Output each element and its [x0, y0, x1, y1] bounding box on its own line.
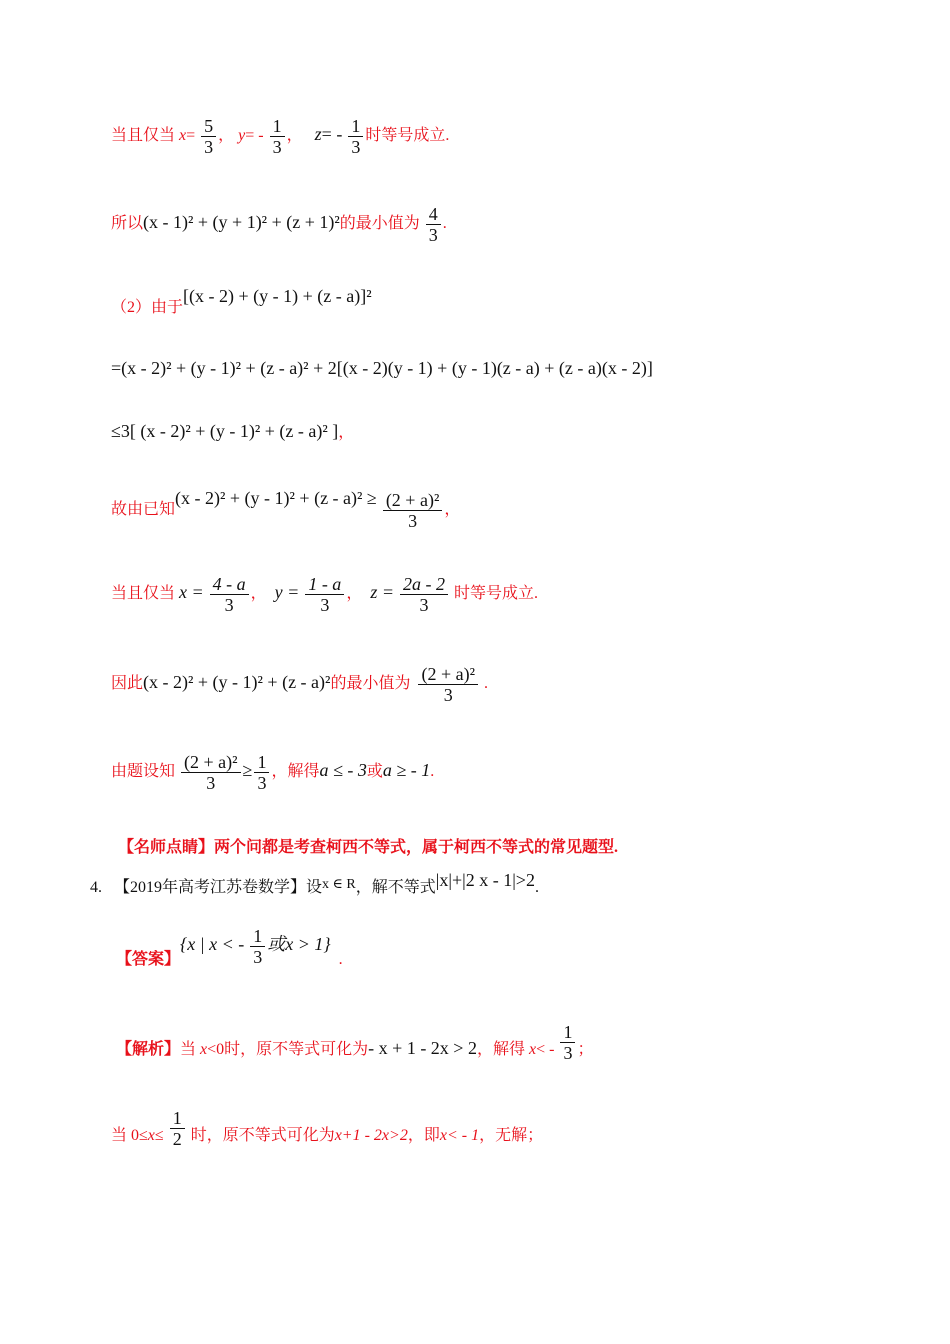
math-expression: a ≥ - 1 [382, 760, 431, 781]
comma: ， [250, 585, 267, 603]
math-op: = - [245, 127, 264, 145]
line-inequality-bound [111, 421, 354, 443]
denominator: 3 [348, 136, 363, 157]
text: 因此 [111, 675, 144, 693]
math-expression: x+1 - 2x>2 [334, 1127, 408, 1145]
text: ，解不等式 [355, 879, 436, 896]
text: 由题设知 [111, 763, 176, 781]
text: ，即 [407, 1127, 440, 1145]
fraction [210, 574, 249, 615]
text: ，无解； [479, 1127, 544, 1145]
math-op: = - [321, 124, 343, 145]
fraction [201, 116, 216, 157]
math-expression: x< - 1 [439, 1127, 480, 1145]
fraction [418, 664, 478, 705]
math-var: x = [179, 582, 204, 603]
numerator: 1 [351, 116, 361, 136]
solution-label: 【解析】 [116, 1041, 181, 1059]
fraction [305, 574, 344, 615]
text: 当且仅当 [111, 585, 176, 603]
text: 时等号成立. [365, 127, 450, 145]
math-op: ≤ [154, 1127, 164, 1145]
text: 时，原不等式可化为 [190, 1127, 335, 1145]
solution-case-2 [111, 1108, 544, 1157]
text: （2）由于 [111, 299, 184, 316]
math-expression: ≤3[ (x - 2)² + (y - 1)² + (z - a)² ] [111, 421, 339, 441]
numerator: (2 + a)² [385, 490, 440, 510]
text: 的最小值为 [339, 215, 420, 233]
math-var: y = [274, 582, 300, 603]
math-expression: {x | x < - [180, 934, 245, 955]
line-known-inequality [111, 490, 460, 531]
text: 当 0≤ [111, 1127, 148, 1145]
math-op: < - [536, 1041, 555, 1059]
text: . [338, 951, 343, 969]
numerator: 1 [172, 1108, 182, 1128]
denominator: 3 [383, 510, 443, 531]
solution-case-1 [116, 1022, 594, 1071]
answer-line [116, 926, 343, 981]
denominator: 3 [210, 594, 249, 615]
fraction [270, 116, 285, 157]
text: 时等号成立. [453, 585, 538, 603]
comma: ， [218, 127, 235, 145]
line-solve-a [111, 752, 434, 793]
comma: ， [346, 585, 363, 603]
line-min-value-2 [111, 664, 488, 705]
math-expression: =(x - 2)² + (y - 1)² + (z - a)² + 2[(x - 2)(y - 1) + (y - 1)(z - a) + (z - a)(x - 2)] [111, 358, 653, 378]
text: 设 [306, 879, 323, 896]
math-expression: - x + 1 - 2x > 2 [368, 1038, 477, 1059]
text: 故由已知 [111, 501, 176, 519]
math-expression: [(x - 2) + (y - 1) + (z - a)]² [183, 286, 372, 306]
text: ； [577, 1041, 594, 1059]
fraction [254, 752, 269, 793]
math-var: z = [370, 582, 394, 603]
numerator: 2a - 2 [402, 574, 445, 594]
numerator: 1 [272, 116, 282, 136]
fraction [383, 490, 443, 531]
text: . [442, 215, 447, 233]
tip-note [118, 838, 618, 858]
fraction [250, 926, 265, 967]
text: ，解得 [271, 763, 320, 781]
denominator: 3 [270, 136, 285, 157]
text: 当且仅当 [111, 127, 176, 145]
math-var: y [238, 127, 246, 145]
text: 当 [180, 1041, 197, 1059]
fraction [400, 574, 448, 615]
denominator: 2 [170, 1128, 185, 1149]
fraction [560, 1022, 575, 1063]
fraction [170, 1108, 185, 1149]
question-source: 【2019年高考江苏卷数学】 [114, 879, 307, 896]
text: 的最小值为 [330, 675, 411, 693]
numerator: 4 - a [212, 574, 246, 594]
text: 所以 [111, 215, 144, 233]
fraction [426, 204, 441, 245]
line-part2-intro [111, 286, 372, 318]
math-expression: a ≤ - 3 [319, 760, 367, 781]
math-expression: 或x > 1} [267, 934, 331, 955]
text: . [534, 879, 539, 896]
denominator: 3 [254, 772, 269, 793]
denominator: 3 [400, 594, 448, 615]
denominator: 3 [560, 1042, 575, 1063]
math-expression: |x|+|2 x - 1|>2 [435, 870, 535, 890]
math-expression: (x - 2)² + (y - 1)² + (z - a)² [143, 672, 331, 693]
text: ，解得 [476, 1041, 525, 1059]
fraction [181, 752, 241, 793]
text: <0时，原不等式可化为 [207, 1041, 369, 1059]
math-var: z [314, 124, 322, 145]
denominator: 3 [418, 684, 478, 705]
comma: ， [286, 127, 303, 145]
numerator: 1 [563, 1022, 573, 1042]
math-op: ≥ [242, 760, 253, 781]
denominator: 3 [305, 594, 344, 615]
numerator: 1 [253, 926, 263, 946]
text: . [483, 675, 488, 693]
math-var: x [147, 1127, 155, 1145]
numerator: (2 + a)² [184, 752, 238, 772]
math-expression: x ∈ R [322, 877, 356, 892]
numerator: 5 [204, 116, 214, 136]
math-var: x [179, 127, 187, 145]
numerator: 1 - a [308, 574, 342, 594]
math-var: x [200, 1041, 208, 1059]
text: 或 [366, 763, 383, 781]
numerator: 1 [257, 752, 267, 772]
line-expansion [111, 358, 653, 380]
math-expression: (x - 1)² + (y + 1)² + (z + 1)² [143, 212, 340, 233]
line-equality-condition-2 [111, 574, 538, 615]
math-op: = [186, 127, 196, 145]
denominator: 3 [201, 136, 216, 157]
question-4 [90, 870, 539, 899]
numerator: 4 [428, 204, 438, 224]
text: 【名师点睛】两个问都是考查柯西不等式，属于柯西不等式的常见题型. [118, 839, 619, 856]
comma: ， [444, 501, 461, 519]
answer-label: 【答案】 [116, 951, 181, 969]
numerator: (2 + a)² [421, 664, 475, 684]
denominator: 3 [426, 224, 441, 245]
line-equality-condition-1 [111, 116, 449, 157]
comma: ， [338, 424, 355, 441]
fraction [348, 116, 363, 157]
math-var: x [528, 1041, 537, 1059]
question-number: 4. [90, 879, 102, 896]
math-expression: (x - 2)² + (y - 1)² + (z - a)² ≥ [175, 488, 377, 509]
line-min-value-1 [111, 204, 447, 245]
text: . [430, 763, 435, 781]
denominator: 3 [250, 946, 265, 967]
denominator: 3 [181, 772, 241, 793]
